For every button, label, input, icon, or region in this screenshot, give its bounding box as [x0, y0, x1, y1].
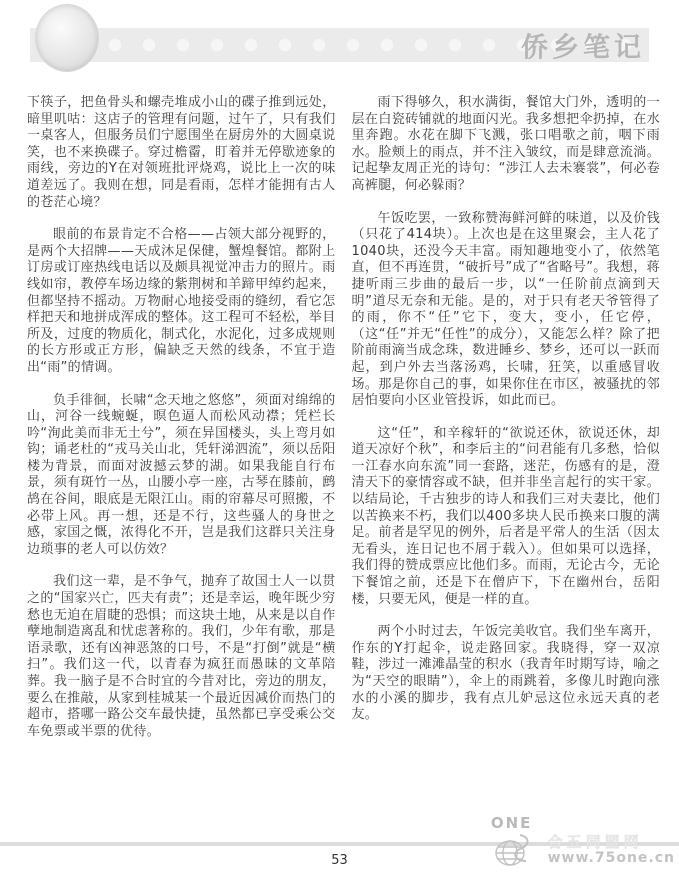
right-column — [352, 95, 661, 756]
article-body — [27, 95, 660, 756]
page-number: 53 — [331, 853, 348, 868]
section-title: 侨乡笔记 — [521, 32, 645, 64]
watermark-logo — [480, 816, 544, 869]
paragraph: 午饭吃罢，一致称赞海鲜河鲜的味道，以及价钱（只花了414块）。上次也是在这里聚会，主人花了1040块，还没今天丰富。雨知趣地变小了，依然笔直，但不再连贯，“破折号”成了“省略号”。我想，蒋捷听雨三步曲的最后一步，以“一任阶前点滴到天明”道尽无奈和无能。是的，对于只有老天爷管得了的雨，你不“任”它下，变大，变小，任它停，（这“任”并无“任性”的成分），又能怎么样？除了把阶前雨滴当成念珠，数进睡乡、梦乡，还可以一跃而起，到户外去当落汤鸡，长啸，狂笑，以重感冒收场。那是你自己的事，如果你住在市区，被骚扰的邻居怕要向小区业管投诉，如此而已。 — [351, 210, 660, 409]
header-ornament-band — [30, 28, 649, 62]
watermark-text-block — [548, 834, 675, 869]
paragraph: 我们这一辈，是不争气，抛弃了故国士人一以贯之的“国家兴亡，匹夫有责”；还是幸运，晚年既少穷愁也无迫在眉睫的恐惧；而这块土地，从来是以自作孽地制造离乱和忧虑著称的。我们，少年有歌，那是语录歌，还有凶神恶煞的口号，不是“打倒”就是“横扫”。我们这一代，以青春为疯狂而愚昧的文革陪葬。我一脑子是不合时宜的今昔对比，旁边的朋友，要么在推敲，从家到桂城某一个最近因减价而热门的超市，搭哪一路公交车最快捷，虽然都已享受乘公交车免票或半票的优待。 — [27, 574, 336, 739]
globe-75-icon — [490, 831, 534, 869]
paragraph: 下筷子，把鱼骨头和螺壳堆成小山的碟子推到远处，暗里叽咕：这店子的管理有问题，过午了，只有我们一桌客人，但服务员们宁愿围坐在厨房外的大圆桌说笑，也不来换碟子。穿过檐霤，盯着并无停歇迹象的雨线，旁边的Y在对领班批评烧鸡，说比上一次的味道差远了。我则在想，同是看雨，怎样才能拥有古人的苍茫心境？ — [27, 95, 336, 210]
paragraph: 负手徘徊，长啸“念天地之悠悠”，须面对绵绵的山，河谷一线蜿蜒，暝色逼人而松风动襟；凭栏长吟“洵此美而非无土兮”，须在异国楼头，头上弯月如钩；诵老杜的“戎马关山北，凭轩涕泗流”，须以岳阳楼为背景，而面对波撼云梦的湖。如果我能自行布景，须有斑竹一丛，山腰小亭一座，古琴在膝前，鹧鸪在谷间，眼底是无限江山。雨的帘幕尽可照搬，不必带上风。再一想，还是不行，这些骚人的身世之感，家国之慨，浓得化不开，岂是我们这群只关注身边琐事的老人可以仿效？ — [27, 392, 336, 557]
paragraph: 两个小时过去，午饭完美收官。我们坐车离开，作东的Y打起伞，说走路回家。我晓得，穿一双凉鞋，涉过一滩滩晶莹的积水（我青年时期写诗，喻之为“天空的眼睛”），伞上的雨跳着，多像儿时跑向涨水的小溪的脚步，我有点儿妒忌这位永远天真的老友。 — [351, 624, 660, 723]
site-watermark — [480, 816, 675, 869]
jade-medallion-icon — [36, 5, 98, 71]
watermark-url: www.75one.cn — [547, 850, 675, 867]
one-logo-text: ONE — [490, 814, 533, 832]
left-column — [27, 95, 336, 756]
watermark-cjk-text: 合五同盟网 — [547, 832, 643, 851]
paragraph: 这“任”，和辛稼轩的“欲说还休，欲说还休，却道天凉好个秋”，和李后主的“问君能有几多愁，恰似一江春水向东流”同一套路，迷茫，伤感有的是，澄清天下的豪情容或不缺，但并非坐言起行的实干家。以结局论，千古独步的诗人和我们三对夫妻比，他们以苦换来不朽，我们以400多块人民币换来口腹的满足。前者是罕见的例外，后者是平常人的生活（因太无看头，连日记也不屑于载入）。但如果可以选择，我们得的赞成票应比他们多。而雨，无论古今，无论下餐馆之前，还是下在僧庐下，下在幽州台，岳阳楼，只要无风，便是一样的直。 — [351, 425, 660, 607]
paragraph: 眼前的布景肯定不合格——占领大部分视野的，是两个大招牌——天成沐足保健，蟹煌餐馆。都附上订房或订座热线电话以及颇具视觉冲击力的照片。雨线如帘，教停车场边缘的紫荆树和羊蹄甲绰约起来，但都坚持不摇动。万物耐心地接受雨的缝纫，看它怎样把天和地拼成浑成的整体。这工程可不轻松，举目所及，过度的物质化，制式化，水泥化，过多成规则的长方形或正方形，偏缺乏天然的线条，不宜于造出“雨”的情调。 — [27, 227, 336, 375]
paragraph: 雨下得够久，积水满街，餐馆大门外，透明的一层在白瓷砖铺就的地面闪光。我多想把伞扔掉，在水里奔跑。水花在脚下飞溅，张口唱歌之前，咽下雨水。脸颊上的雨点，并不注入皱纹，而是肆意流淌。记起挚友周正光的诗句：“涉江人去未褰裳”，何必卷高裤腿，何必躲雨？ — [351, 95, 660, 193]
